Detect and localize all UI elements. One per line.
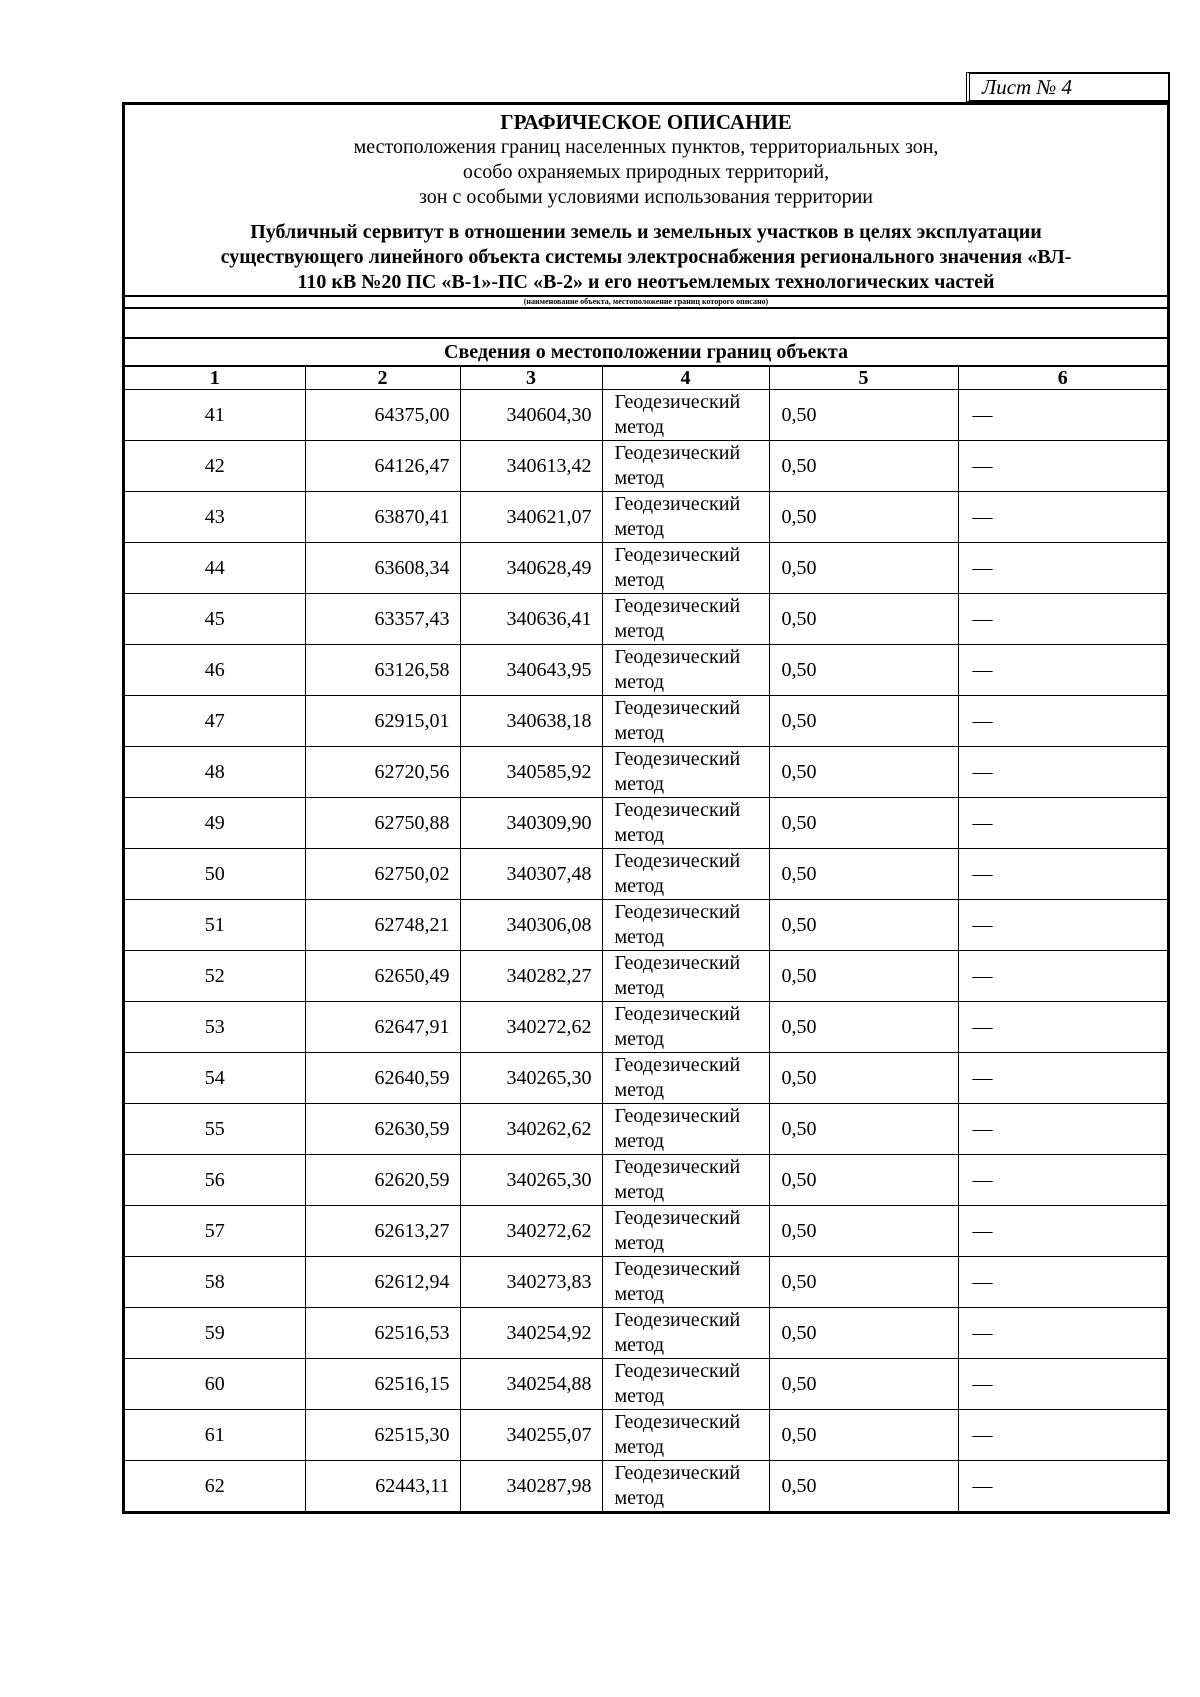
method-cell — [602, 1206, 769, 1257]
point-number-cell: 52 — [125, 951, 305, 1002]
table-body — [125, 390, 1167, 1513]
method-cell — [602, 1155, 769, 1206]
table-row — [125, 1002, 1167, 1053]
accuracy-cell: 0,50 — [769, 1308, 958, 1359]
method-line-1: Геодезический — [614, 1105, 741, 1127]
description-cell: — — [958, 1002, 1167, 1053]
method-line-1: Геодезический — [614, 1003, 741, 1025]
accuracy-cell: 0,50 — [769, 900, 958, 951]
object-name-line-2: существующего линейного объекта системы электроснабжения регионального значения «ВЛ- — [220, 246, 1072, 268]
accuracy-cell: 0,50 — [769, 543, 958, 594]
x-coordinate-cell: 62516,53 — [305, 1308, 460, 1359]
accuracy-cell: 0,50 — [769, 1257, 958, 1308]
object-name — [125, 220, 1167, 295]
x-coordinate-cell: 62443,11 — [305, 1461, 460, 1513]
y-coordinate-cell: 340306,08 — [460, 900, 602, 951]
point-number-cell: 62 — [125, 1461, 305, 1513]
x-coordinate-cell: 62620,59 — [305, 1155, 460, 1206]
y-coordinate-cell: 340307,48 — [460, 849, 602, 900]
method-line-1: Геодезический — [614, 799, 741, 821]
y-coordinate-cell: 340254,92 — [460, 1308, 602, 1359]
method-cell — [602, 1002, 769, 1053]
description-cell: — — [958, 1206, 1167, 1257]
point-number-cell: 46 — [125, 645, 305, 696]
method-line-2: метод — [614, 1334, 665, 1356]
method-line-1: Геодезический — [614, 544, 741, 566]
description-cell: — — [958, 849, 1167, 900]
method-cell — [602, 1053, 769, 1104]
accuracy-cell: 0,50 — [769, 1206, 958, 1257]
x-coordinate-cell: 62720,56 — [305, 747, 460, 798]
x-coordinate-cell: 63870,41 — [305, 492, 460, 543]
accuracy-cell: 0,50 — [769, 951, 958, 1002]
accuracy-cell: 0,50 — [769, 1461, 958, 1513]
x-coordinate-cell: 62750,02 — [305, 849, 460, 900]
method-cell — [602, 1461, 769, 1513]
y-coordinate-cell: 340255,07 — [460, 1410, 602, 1461]
method-line-1: Геодезический — [614, 646, 741, 668]
method-cell — [602, 390, 769, 441]
method-line-1: Геодезический — [614, 493, 741, 515]
method-line-1: Геодезический — [614, 952, 741, 974]
method-line-2: метод — [614, 977, 665, 999]
x-coordinate-cell: 64126,47 — [305, 441, 460, 492]
table-row — [125, 492, 1167, 543]
y-coordinate-cell: 340282,27 — [460, 951, 602, 1002]
description-cell: — — [958, 1104, 1167, 1155]
table-row — [125, 1053, 1167, 1104]
x-coordinate-cell: 63608,34 — [305, 543, 460, 594]
accuracy-cell: 0,50 — [769, 798, 958, 849]
y-coordinate-cell: 340643,95 — [460, 645, 602, 696]
table-row — [125, 645, 1167, 696]
method-line-1: Геодезический — [614, 1054, 741, 1076]
method-cell — [602, 798, 769, 849]
subtitle-line-3: зон с особыми условиями использования территории — [418, 186, 874, 208]
y-coordinate-cell: 340636,41 — [460, 594, 602, 645]
method-line-2: метод — [614, 1028, 665, 1050]
x-coordinate-cell: 62748,21 — [305, 900, 460, 951]
document-header — [125, 109, 1167, 309]
x-coordinate-cell: 62612,94 — [305, 1257, 460, 1308]
table-row — [125, 696, 1167, 747]
table-row — [125, 390, 1167, 441]
x-coordinate-cell: 64375,00 — [305, 390, 460, 441]
y-coordinate-cell: 340254,88 — [460, 1359, 602, 1410]
y-coordinate-cell: 340272,62 — [460, 1206, 602, 1257]
point-number-cell: 51 — [125, 900, 305, 951]
method-line-1: Геодезический — [614, 850, 741, 872]
method-line-2: метод — [614, 1283, 665, 1305]
method-cell — [602, 1410, 769, 1461]
accuracy-cell: 0,50 — [769, 441, 958, 492]
x-coordinate-cell: 62647,91 — [305, 1002, 460, 1053]
method-cell — [602, 696, 769, 747]
table-row — [125, 1410, 1167, 1461]
sheet-number: Лист № 4 — [966, 72, 1170, 102]
method-line-1: Геодезический — [614, 901, 741, 923]
point-number-cell: 56 — [125, 1155, 305, 1206]
method-cell — [602, 645, 769, 696]
accuracy-cell: 0,50 — [769, 1155, 958, 1206]
method-line-1: Геодезический — [614, 442, 741, 464]
y-coordinate-cell: 340613,42 — [460, 441, 602, 492]
method-cell — [602, 1359, 769, 1410]
table-row — [125, 849, 1167, 900]
blank-row — [125, 309, 1167, 339]
table-row — [125, 747, 1167, 798]
method-line-2: метод — [614, 926, 665, 948]
point-number-cell: 48 — [125, 747, 305, 798]
method-cell — [602, 594, 769, 645]
table-row — [125, 441, 1167, 492]
method-line-1: Геодезический — [614, 1360, 741, 1382]
method-cell — [602, 900, 769, 951]
x-coordinate-cell: 62515,30 — [305, 1410, 460, 1461]
method-line-1: Геодезический — [614, 1207, 741, 1229]
y-coordinate-cell: 340628,49 — [460, 543, 602, 594]
x-coordinate-cell: 63357,43 — [305, 594, 460, 645]
method-cell — [602, 1104, 769, 1155]
method-line-2: метод — [614, 875, 665, 897]
coordinates-table — [125, 367, 1167, 1514]
method-line-1: Геодезический — [614, 1156, 741, 1178]
accuracy-cell: 0,50 — [769, 1359, 958, 1410]
accuracy-cell: 0,50 — [769, 1053, 958, 1104]
description-cell: — — [958, 390, 1167, 441]
table-row — [125, 1308, 1167, 1359]
table-row — [125, 594, 1167, 645]
point-number-cell: 49 — [125, 798, 305, 849]
description-cell: — — [958, 951, 1167, 1002]
description-cell: — — [958, 1053, 1167, 1104]
point-number-cell: 60 — [125, 1359, 305, 1410]
method-line-2: метод — [614, 467, 665, 489]
y-coordinate-cell: 340287,98 — [460, 1461, 602, 1513]
table-row — [125, 1206, 1167, 1257]
method-cell — [602, 951, 769, 1002]
point-number-cell: 53 — [125, 1002, 305, 1053]
table-row — [125, 1257, 1167, 1308]
method-cell — [602, 492, 769, 543]
method-line-1: Геодезический — [614, 1258, 741, 1280]
method-line-2: метод — [614, 1487, 665, 1509]
method-line-2: метод — [614, 1079, 665, 1101]
method-cell — [602, 849, 769, 900]
accuracy-cell: 0,50 — [769, 849, 958, 900]
method-line-1: Геодезический — [614, 1309, 741, 1331]
x-coordinate-cell: 62640,59 — [305, 1053, 460, 1104]
object-name-line-3: 110 кВ №20 ПС «В-1»-ПС «В-2» и его неотъемлемых технологических частей — [297, 271, 995, 293]
description-cell: — — [958, 747, 1167, 798]
description-cell: — — [958, 1461, 1167, 1513]
method-line-1: Геодезический — [614, 1462, 741, 1484]
accuracy-cell: 0,50 — [769, 1410, 958, 1461]
method-line-2: метод — [614, 1385, 665, 1407]
table-row — [125, 900, 1167, 951]
accuracy-cell: 0,50 — [769, 696, 958, 747]
table-row — [125, 1461, 1167, 1513]
table-row — [125, 543, 1167, 594]
description-cell: — — [958, 492, 1167, 543]
document-title: ГРАФИЧЕСКОЕ ОПИСАНИЕ — [500, 110, 792, 134]
document-frame — [122, 102, 1170, 1514]
description-cell: — — [958, 1359, 1167, 1410]
table-row — [125, 1359, 1167, 1410]
accuracy-cell: 0,50 — [769, 747, 958, 798]
method-line-2: метод — [614, 416, 665, 438]
point-number-cell: 57 — [125, 1206, 305, 1257]
y-coordinate-cell: 340638,18 — [460, 696, 602, 747]
column-header: 6 — [958, 367, 1167, 390]
y-coordinate-cell: 340604,30 — [460, 390, 602, 441]
method-cell — [602, 747, 769, 798]
object-name-caption: (наименование объекта, местоположение границ которого описано) — [125, 295, 1167, 307]
x-coordinate-cell: 62750,88 — [305, 798, 460, 849]
x-coordinate-cell: 62915,01 — [305, 696, 460, 747]
point-number-cell: 47 — [125, 696, 305, 747]
description-cell: — — [958, 543, 1167, 594]
x-coordinate-cell: 62613,27 — [305, 1206, 460, 1257]
y-coordinate-cell: 340621,07 — [460, 492, 602, 543]
point-number-cell: 42 — [125, 441, 305, 492]
method-line-2: метод — [614, 1232, 665, 1254]
y-coordinate-cell: 340265,30 — [460, 1155, 602, 1206]
method-line-1: Геодезический — [614, 595, 741, 617]
section-title: Сведения о местоположении границ объекта — [125, 339, 1167, 367]
method-line-2: метод — [614, 773, 665, 795]
method-line-2: метод — [614, 620, 665, 642]
x-coordinate-cell: 63126,58 — [305, 645, 460, 696]
y-coordinate-cell: 340585,92 — [460, 747, 602, 798]
y-coordinate-cell: 340273,83 — [460, 1257, 602, 1308]
method-line-2: метод — [614, 824, 665, 846]
table-row — [125, 1104, 1167, 1155]
description-cell: — — [958, 696, 1167, 747]
method-line-2: метод — [614, 671, 665, 693]
accuracy-cell: 0,50 — [769, 390, 958, 441]
column-header: 3 — [460, 367, 602, 390]
accuracy-cell: 0,50 — [769, 1002, 958, 1053]
point-number-cell: 41 — [125, 390, 305, 441]
description-cell: — — [958, 1155, 1167, 1206]
method-line-2: метод — [614, 1130, 665, 1152]
subtitle-line-2: особо охраняемых природных территорий, — [462, 161, 830, 183]
description-cell: — — [958, 441, 1167, 492]
description-cell: — — [958, 594, 1167, 645]
description-cell: — — [958, 798, 1167, 849]
column-number-row — [125, 367, 1167, 390]
y-coordinate-cell: 340262,62 — [460, 1104, 602, 1155]
method-line-2: метод — [614, 518, 665, 540]
x-coordinate-cell: 62516,15 — [305, 1359, 460, 1410]
method-line-2: метод — [614, 1181, 665, 1203]
x-coordinate-cell: 62630,59 — [305, 1104, 460, 1155]
point-number-cell: 58 — [125, 1257, 305, 1308]
point-number-cell: 45 — [125, 594, 305, 645]
method-cell — [602, 1257, 769, 1308]
table-row — [125, 1155, 1167, 1206]
accuracy-cell: 0,50 — [769, 594, 958, 645]
column-header: 5 — [769, 367, 958, 390]
method-cell — [602, 543, 769, 594]
description-cell: — — [958, 1410, 1167, 1461]
method-line-2: метод — [614, 722, 665, 744]
object-name-line-1: Публичный сервитут в отношении земель и земельных участков в целях эксплуатации — [250, 221, 1042, 243]
point-number-cell: 43 — [125, 492, 305, 543]
description-cell: — — [958, 1257, 1167, 1308]
point-number-cell: 44 — [125, 543, 305, 594]
method-line-1: Геодезический — [614, 1411, 741, 1433]
point-number-cell: 59 — [125, 1308, 305, 1359]
method-line-1: Геодезический — [614, 391, 741, 413]
table-row — [125, 798, 1167, 849]
description-cell: — — [958, 645, 1167, 696]
accuracy-cell: 0,50 — [769, 645, 958, 696]
description-cell: — — [958, 1308, 1167, 1359]
method-cell — [602, 441, 769, 492]
point-number-cell: 55 — [125, 1104, 305, 1155]
y-coordinate-cell: 340265,30 — [460, 1053, 602, 1104]
method-line-2: метод — [614, 1436, 665, 1458]
column-header: 1 — [125, 367, 305, 390]
point-number-cell: 54 — [125, 1053, 305, 1104]
method-cell — [602, 1308, 769, 1359]
column-header: 2 — [305, 367, 460, 390]
y-coordinate-cell: 340309,90 — [460, 798, 602, 849]
subtitle-line-1: местоположения границ населенных пунктов, территориальных зон, — [353, 136, 939, 158]
table-row — [125, 951, 1167, 1002]
accuracy-cell: 0,50 — [769, 492, 958, 543]
point-number-cell: 50 — [125, 849, 305, 900]
method-line-1: Геодезический — [614, 748, 741, 770]
x-coordinate-cell: 62650,49 — [305, 951, 460, 1002]
method-line-1: Геодезический — [614, 697, 741, 719]
method-line-2: метод — [614, 569, 665, 591]
y-coordinate-cell: 340272,62 — [460, 1002, 602, 1053]
point-number-cell: 61 — [125, 1410, 305, 1461]
accuracy-cell: 0,50 — [769, 1104, 958, 1155]
column-header: 4 — [602, 367, 769, 390]
description-cell: — — [958, 900, 1167, 951]
